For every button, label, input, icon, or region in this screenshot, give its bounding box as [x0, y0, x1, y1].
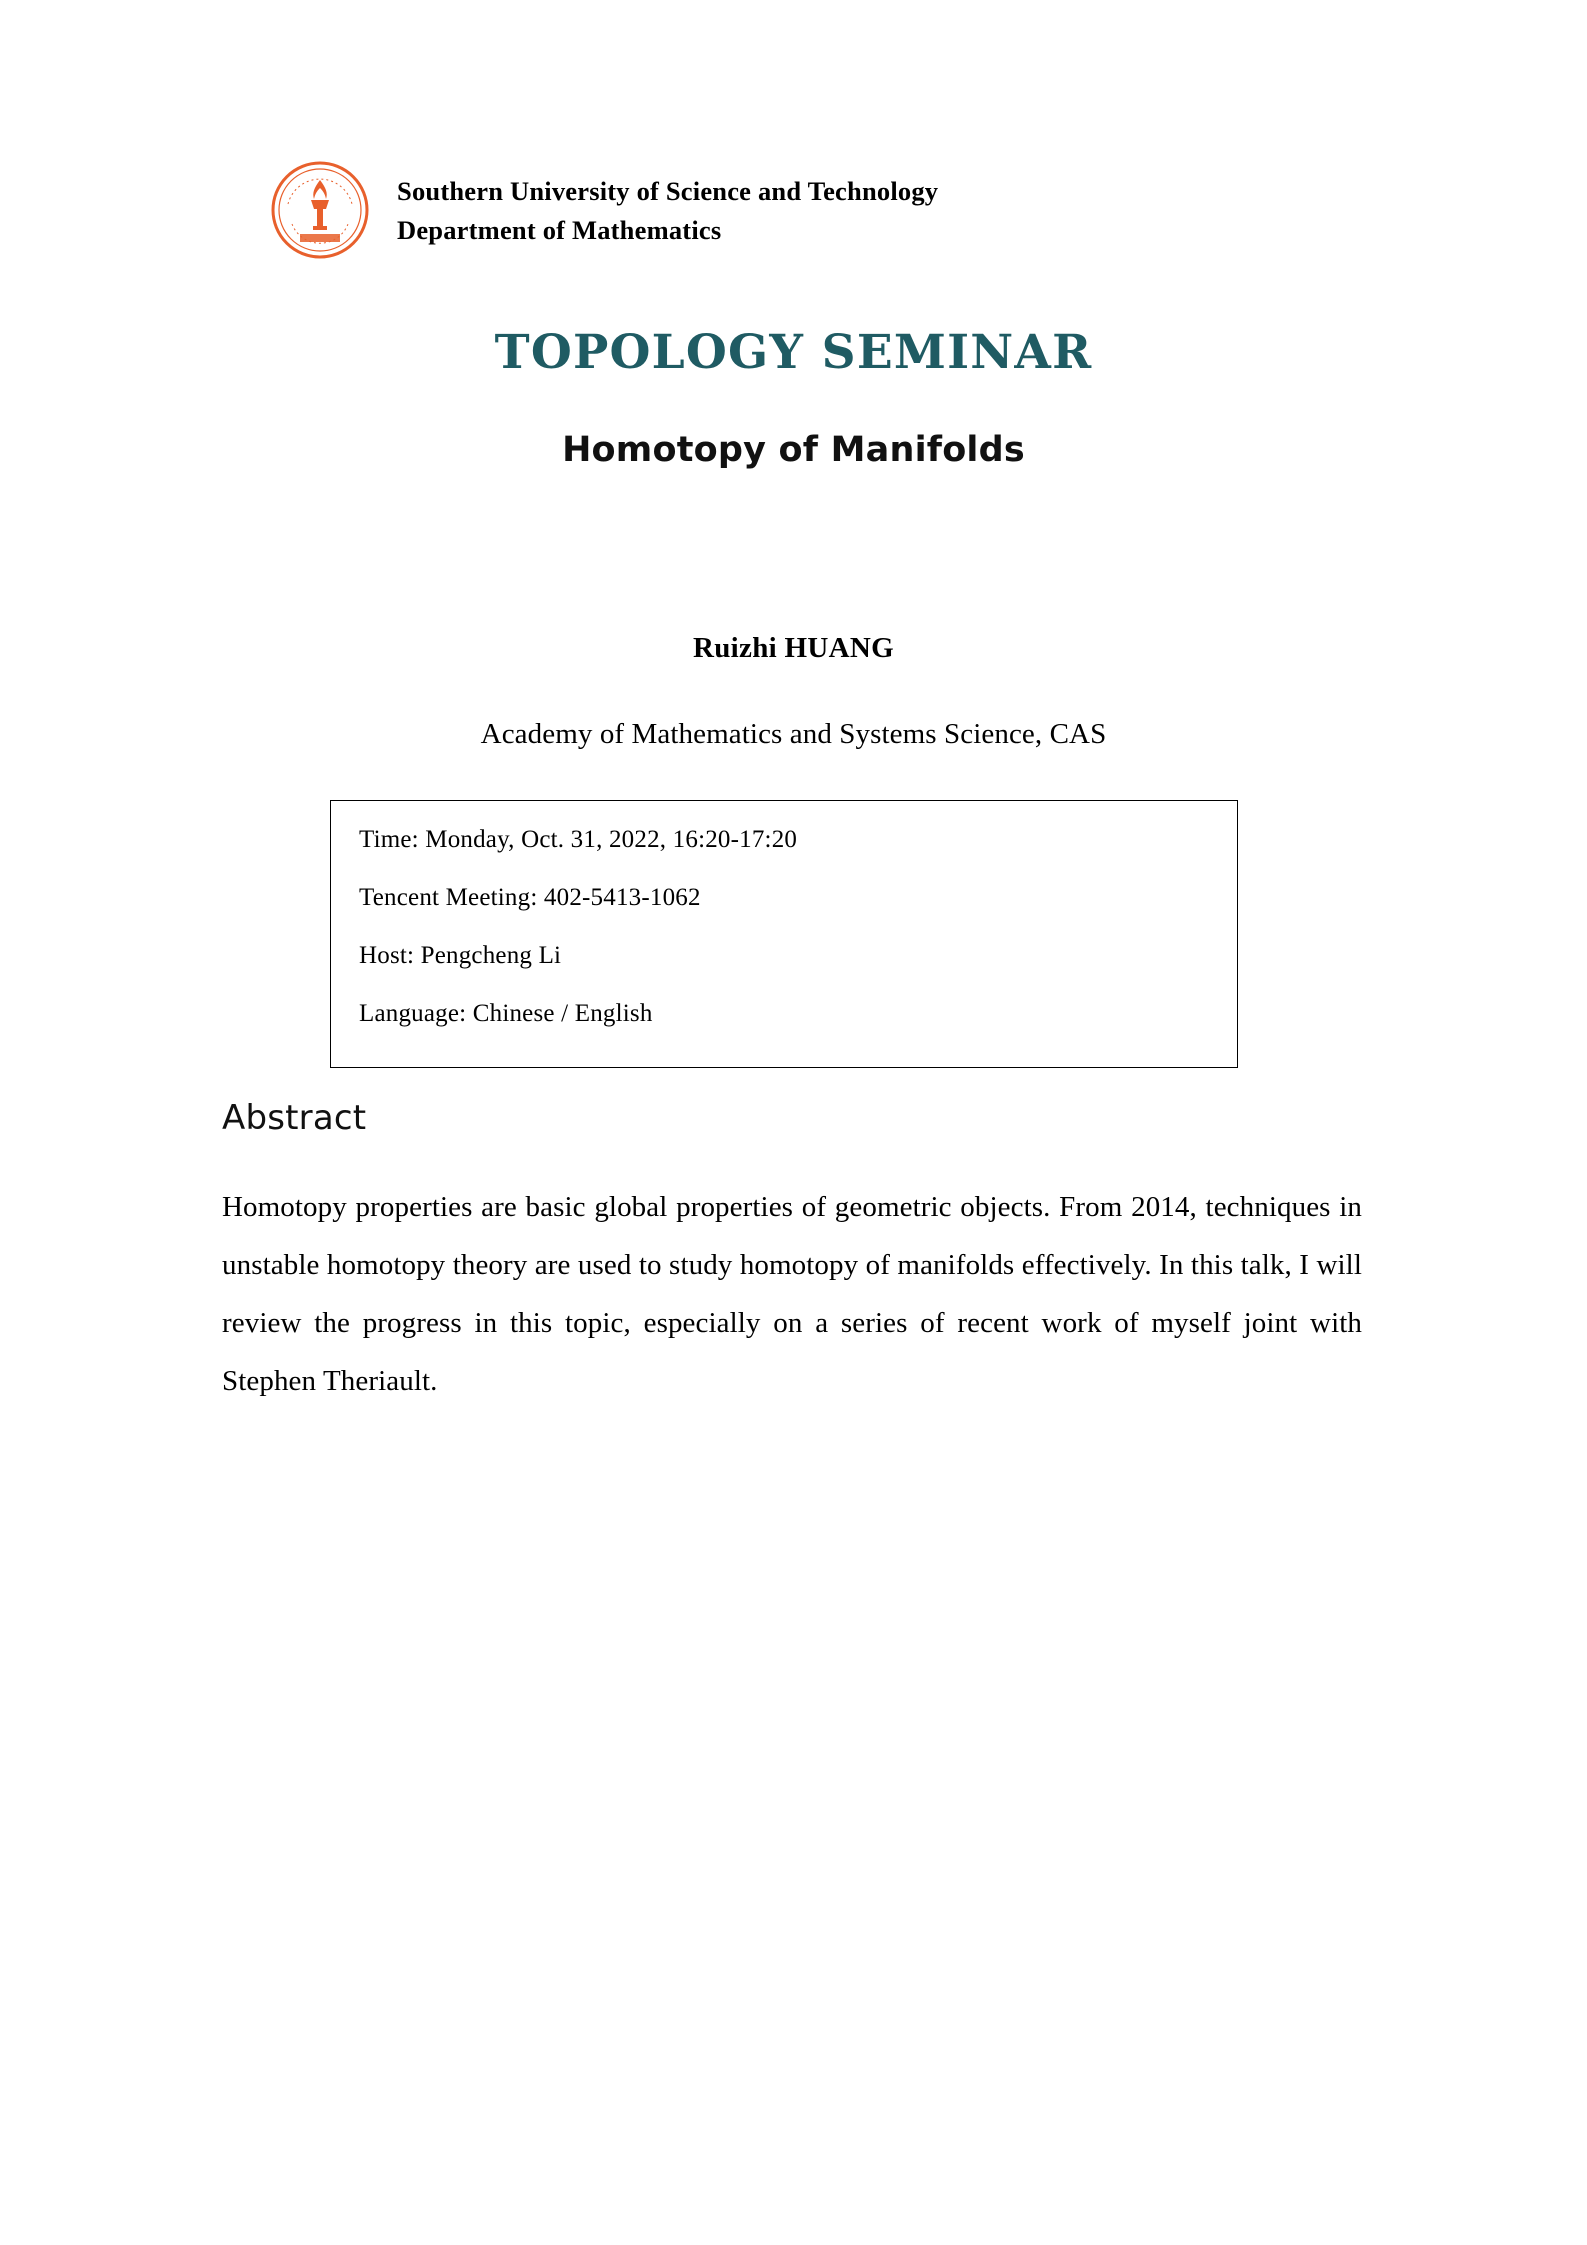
info-host: Host: Pengcheng Li — [359, 942, 562, 969]
info-meeting: Tencent Meeting: 402-5413-1062 — [359, 884, 701, 911]
abstract-text: Homotopy properties are basic global properties of geometric objects. From 2014, techniques in unstable homotopy theory are used to study homotopy of manifolds effectively. In this talk, I will review the progress in this topic, especially on a series of recent work of myself joint with Stephen Theriault. — [222, 1191, 1362, 1397]
org-line-1: Southern University of Science and Technology — [397, 176, 939, 206]
header-text — [397, 160, 938, 250]
sustech-torch-logo — [270, 160, 370, 260]
speaker-affiliation: Academy of Mathematics and Systems Science, CAS — [480, 718, 1107, 750]
info-time: Time: Monday, Oct. 31, 2022, 16:20-17:20 — [359, 826, 798, 853]
seminar-info-box — [330, 800, 1238, 1068]
talk-title: Homotopy of Manifolds — [562, 430, 1025, 470]
speaker-name: Ruizhi HUANG — [693, 632, 894, 664]
header — [270, 160, 938, 260]
org-line-2: Department of Mathematics — [397, 215, 722, 246]
abstract-heading: Abstract — [222, 1098, 367, 1138]
info-language: Language: Chinese / English — [359, 1000, 653, 1027]
seminar-series-title: TOPOLOGY SEMINAR — [494, 325, 1093, 380]
